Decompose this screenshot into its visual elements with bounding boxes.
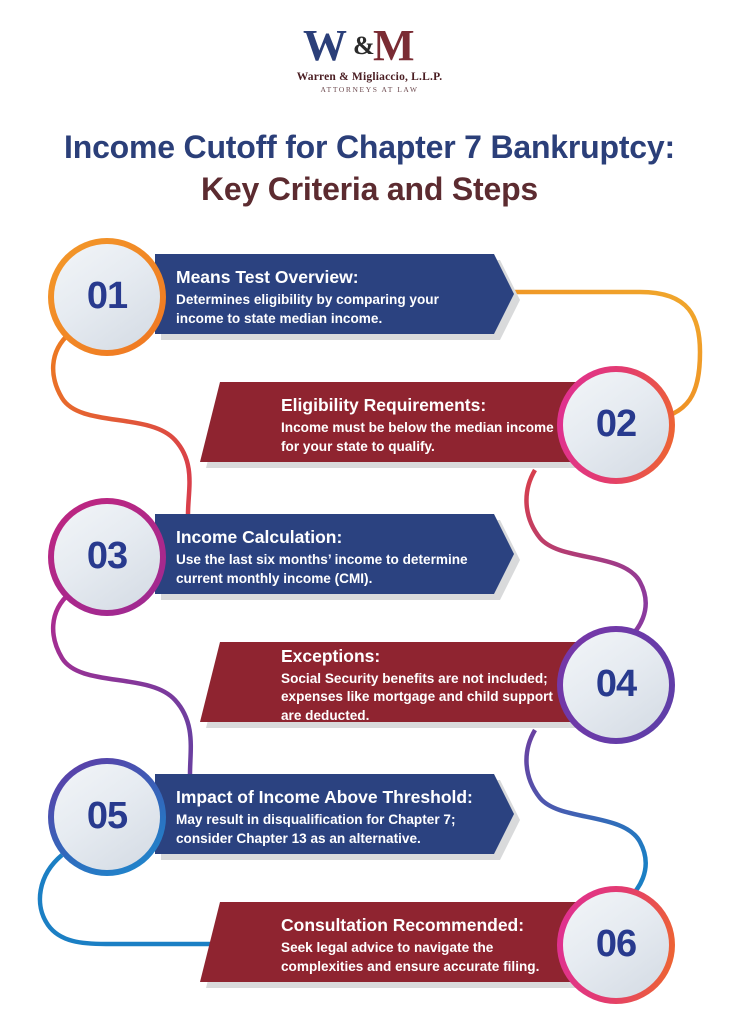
step-text-01	[176, 232, 486, 362]
step-title-06: Consultation Recommended:	[281, 915, 525, 935]
step-number-06: 06	[595, 923, 637, 965]
page-title-line-1: Income Cutoff for Chapter 7 Bankruptcy:	[64, 129, 675, 165]
step-desc-01: Determines eligibility by comparing your income to state median income.	[176, 292, 439, 326]
step-number-circle-01	[48, 238, 166, 356]
step-title-04: Exceptions:	[281, 645, 381, 666]
step-title-03: Income Calculation:	[176, 527, 343, 547]
step-text-05	[176, 752, 486, 882]
svg-text:M: M	[372, 22, 415, 68]
step-title-02: Eligibility Requirements:	[281, 395, 487, 415]
step-number-03: 03	[86, 535, 128, 577]
step-number-05: 05	[86, 795, 128, 837]
logo-tagline: ATTORNEYS AT LAW	[320, 85, 419, 94]
step-text-04	[281, 620, 571, 750]
step-title-05: Impact of Income Above Threshold:	[176, 787, 473, 807]
circle-disc-06	[563, 892, 669, 998]
circle-disc-05	[54, 764, 160, 870]
svg-text:W: W	[302, 22, 347, 68]
step-number-04: 04	[595, 663, 637, 705]
step-item-06[interactable]	[0, 880, 739, 1010]
circle-disc-02	[563, 372, 669, 478]
step-item-02[interactable]	[0, 360, 739, 490]
circle-disc-01	[54, 244, 160, 350]
page-title	[0, 126, 739, 210]
svg-text:&: &	[352, 31, 375, 60]
circle-disc-03	[54, 504, 160, 610]
brand-logo	[0, 22, 739, 94]
step-item-03[interactable]	[0, 492, 739, 622]
step-number-circle-04	[557, 626, 675, 744]
step-number-01: 01	[86, 275, 128, 317]
step-item-01[interactable]	[0, 232, 739, 362]
step-number-circle-02	[557, 366, 675, 484]
step-number-circle-05	[48, 758, 166, 876]
wm-monogram-icon	[295, 22, 445, 68]
step-text-06	[281, 880, 571, 1010]
step-number-circle-03	[48, 498, 166, 616]
step-desc-05: May result in disqualification for Chapter 7; consider Chapter 13 as an alternative.	[176, 812, 456, 846]
step-desc-06: Seek legal advice to navigate the complexities and ensure accurate filing.	[281, 940, 540, 974]
circle-disc-04	[563, 632, 669, 738]
step-desc-03: Use the last six months’ income to determine current monthly income (CMI).	[176, 552, 468, 586]
step-desc-04: Social Security benefits are not included; expenses like mortgage and child support are deducted.	[281, 670, 553, 723]
step-number-02: 02	[595, 403, 637, 445]
step-text-02	[281, 360, 571, 490]
step-title-01: Means Test Overview:	[176, 267, 359, 287]
step-desc-02: Income must be below the median income for your state to qualify.	[281, 420, 554, 454]
page-title-line-2: Key Criteria and Steps	[200, 171, 539, 207]
step-item-05[interactable]	[0, 752, 739, 882]
step-text-03	[176, 492, 486, 622]
step-number-circle-06	[557, 886, 675, 1004]
step-item-04[interactable]	[0, 620, 739, 750]
logo-firm-name: Warren & Migliaccio, L.L.P.	[296, 71, 443, 83]
